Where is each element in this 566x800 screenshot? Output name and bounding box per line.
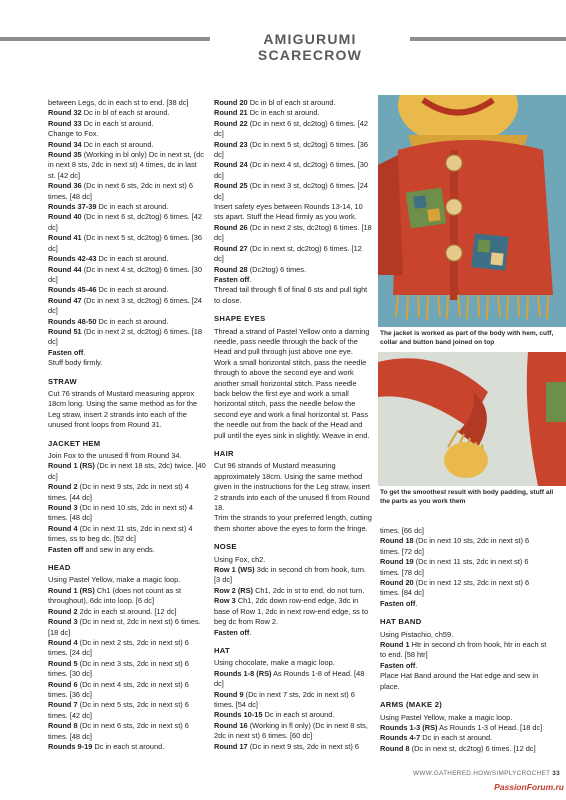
instruction-text: (Dc in next 5 st, dc2tog) 6 times. [36 dc] (48, 233, 203, 253)
instruction-text: Ch1, 2dc down row-end edge, 3dc in base of Row 1, 2dc in next row-end edge, ss to beg dc from Row 2. (214, 596, 369, 627)
round-label: Round 1 (RS) (48, 461, 95, 471)
round-label: Round 36 (48, 181, 82, 191)
instruction-text: (Dc in next 9 sts, 2dc in next st) 6 (247, 741, 359, 751)
round-label: Rounds 45-46 (48, 285, 97, 295)
pattern-line (48, 233, 206, 254)
round-label: Round 3 (48, 617, 78, 627)
pattern-line (48, 212, 206, 233)
section-heading: NOSE (214, 542, 237, 552)
round-label: Round 32 (48, 108, 82, 118)
round-label: Round 34 (48, 139, 82, 149)
page-number: 33 (552, 770, 560, 777)
instruction-text: Dc in each st around. (262, 710, 335, 720)
pattern-line (214, 710, 372, 720)
pattern-line (214, 658, 372, 668)
round-label: Fasten off (214, 274, 250, 284)
round-label: Round 9 (214, 689, 244, 699)
round-label: Round 2 (48, 606, 78, 616)
section-heading: STRAW (48, 376, 77, 386)
scarecrow-jacket-illustration (378, 95, 566, 327)
round-label: Fasten off (48, 544, 84, 554)
section-heading: SHAPE EYES (214, 314, 266, 324)
instruction-text: (Dc in next 9 sts, 2dc in next st) 4 times. [44 dc] (48, 482, 189, 502)
instruction-text: (Dc2tog) 6 times. (247, 264, 306, 274)
pattern-line (48, 98, 206, 108)
pattern-line (48, 285, 206, 295)
round-label: Round 5 (48, 658, 78, 668)
pattern-line (48, 181, 206, 202)
pattern-line (48, 150, 206, 181)
instruction-text: (Dc in next 11 sts, 2dc in next st) 4 times, ss to beg dc. [52 dc] (48, 523, 193, 544)
instruction-text: . (249, 627, 252, 637)
pattern-line (48, 358, 206, 368)
instruction-text: (Dc in next 6 sts, 2dc in next st) 6 times. [48 dc] (48, 721, 189, 741)
pattern-line (48, 503, 206, 524)
pattern-line (48, 389, 206, 431)
photo-caption-2: To get the smoothest result with body padding, stuff all the parts as you work them (380, 489, 554, 505)
instruction-text: (Dc in next 2 sts, dc2tog) 6 times. [18 dc] (214, 222, 372, 243)
pattern-line (214, 565, 372, 586)
instruction-text: Ch1 (does not count as st throughout), 6dc into loop. [6 dc] (48, 585, 182, 606)
instruction-text: Dc in each st around. (81, 118, 154, 128)
pattern-line (48, 617, 206, 638)
round-label: Round 19 (380, 557, 414, 567)
pattern-line (214, 119, 372, 140)
instruction-text: (Dc in next 2 st, dc2tog) 6 times. [18 dc] (48, 326, 203, 347)
scarecrow-arm-illustration (378, 352, 566, 486)
pattern-line (380, 557, 550, 578)
instruction-text: (Dc in next 10 sts, 2dc in next st) 4 times. [48 dc] (48, 503, 193, 523)
photo-scarecrow-arm (378, 352, 566, 486)
pattern-line (214, 202, 372, 223)
pattern-line (380, 661, 550, 671)
section-heading: ARMS (MAKE 2) (380, 700, 443, 710)
instruction-text: . (83, 347, 86, 357)
pattern-line (48, 451, 206, 461)
instruction-text: Dc in each st around. (81, 139, 154, 149)
instruction-text: Dc in bl of each st around. (81, 108, 170, 118)
round-label: Fasten off (214, 627, 250, 637)
pattern-line (48, 108, 206, 118)
round-label: Round 8 (48, 721, 78, 731)
pattern-line (48, 742, 206, 752)
round-label: Rounds 4-7 (380, 733, 421, 743)
header-rule-right (410, 37, 566, 41)
text-column-3 (380, 526, 550, 754)
instruction-text: 3dc in second ch from hook, turn. [3 dc] (214, 565, 366, 585)
pattern-line (380, 733, 550, 743)
pattern-line (214, 461, 372, 513)
pattern-line (214, 586, 372, 596)
header-rule-left (0, 37, 210, 41)
round-label: Round 23 (214, 139, 248, 149)
pattern-line (214, 513, 372, 534)
instruction-text: (Dc in next st, dc2tog) 6 times. [12 dc] (409, 743, 536, 753)
section-heading: JACKET HEM (48, 438, 101, 448)
round-label: Round 1 (RS) (48, 585, 95, 595)
pattern-line (214, 275, 372, 285)
round-label: Round 18 (380, 536, 414, 546)
round-label: Round 26 (214, 222, 248, 232)
instruction-text: times. [66 dc] (380, 526, 424, 535)
instruction-text: (Dc in next 3 sts, 2dc in next st) 6 times. [30 dc] (48, 658, 189, 679)
pattern-line (214, 108, 372, 118)
instruction-text: (Working in fl only) (Dc in next 8 sts, 2dc in next st) 6 times. [60 dc] (214, 720, 368, 741)
instruction-text: Dc in each st around. (96, 254, 169, 264)
round-label: Round 17 (214, 741, 248, 751)
footer-url: WWW.GATHERED.HOW/SIMPLYCROCHET (413, 770, 551, 777)
pattern-line (214, 265, 372, 275)
instruction-text: Stuff body firmly. (48, 358, 103, 368)
pattern-line (48, 119, 206, 129)
instruction-text: (Dc in next 11 sts, 2dc in next st) 6 times. [78 dc] (380, 557, 529, 577)
page-footer (380, 770, 560, 777)
round-label: Fasten off (380, 660, 416, 670)
instruction-text: Dc in bl of each st around. (247, 98, 336, 107)
round-label: Round 1 (380, 640, 410, 650)
header-title: AMIGURUMI SCARECROW (257, 31, 363, 63)
instruction-text: and sew in any ends. (83, 544, 155, 554)
round-label: Rounds 48-50 (48, 316, 97, 326)
round-label: Rounds 10-15 (214, 710, 263, 720)
instruction-text: Ch1, 2dc in st to end, do not turn. (253, 585, 365, 595)
instruction-text: 2dc in each st around. [12 dc] (77, 606, 177, 616)
round-label: Row 1 (WS) (214, 565, 255, 575)
pattern-line (48, 140, 206, 150)
pattern-line (214, 669, 372, 690)
pattern-line (380, 578, 550, 599)
pattern-line (214, 160, 372, 181)
instruction-text: (Dc in next 4 sts, 2dc in next st) 6 times. [36 dc] (48, 679, 189, 699)
pattern-line (48, 296, 206, 317)
instruction-text: (Dc in next 5 sts, 2dc in next st) 6 times. [42 dc] (48, 700, 189, 720)
pattern-line (380, 599, 550, 609)
round-label: Round 20 (214, 98, 248, 107)
round-label: Round 3 (48, 503, 78, 513)
pattern-line (48, 129, 206, 139)
pattern-line (48, 721, 206, 742)
pattern-line (48, 524, 206, 545)
instruction-text: Dc in each st around. (96, 285, 169, 295)
round-label: Round 4 (48, 637, 78, 647)
pattern-line (214, 140, 372, 161)
round-label: Rounds 1-3 (RS) (380, 722, 438, 732)
round-label: Rounds 1-8 (RS) (214, 668, 272, 678)
round-label: Round 2 (48, 482, 78, 492)
instruction-text: As Rounds 1-8 of Head. [48 dc] (214, 668, 365, 689)
pattern-line (214, 244, 372, 265)
section-heading: HAT BAND (380, 617, 422, 627)
instruction-text: (Dc in next 6 sts, 2dc in next st) 6 times. [48 dc] (48, 181, 193, 201)
instruction-text: Dc in each st around. (420, 733, 493, 743)
round-label: Fasten off (380, 598, 416, 608)
round-label: Round 7 (48, 700, 78, 710)
instruction-text: Using chocolate, make a magic loop. (214, 658, 335, 668)
instruction-text: Dc in each st around. (96, 316, 169, 326)
pattern-line (214, 285, 372, 306)
instruction-text: . (415, 660, 418, 670)
instruction-text: Htr in second ch from hook, htr in each st to end. [58 htr] (380, 640, 547, 660)
instruction-text: Join Fox to the unused fl from Round 34. (48, 451, 182, 460)
pattern-line (48, 461, 206, 482)
round-label: Round 16 (214, 720, 248, 730)
round-label: Round 41 (48, 233, 82, 243)
pattern-line (380, 640, 550, 661)
round-label: Rounds 37-39 (48, 202, 97, 212)
pattern-line (48, 317, 206, 327)
round-label: Round 4 (48, 523, 78, 533)
pattern-line (48, 265, 206, 286)
pattern-line (48, 659, 206, 680)
round-label: Rounds 9-19 (48, 741, 93, 751)
pattern-line (214, 628, 372, 638)
instruction-text: Using Pastel Yellow, make a magic loop. (380, 712, 513, 722)
instruction-text: (Dc in next 7 sts, 2dc in next st) 6 times. [54 dc] (214, 689, 355, 709)
round-label: Round 27 (214, 243, 248, 253)
instruction-text: Thread a strand of Pastel Yellow onto a darning needle, pass needle through the back of the Head and pull through just above one eye. Work a small horizontal stitch, pass the needle through to above the second eye and work another small horizontal stitch. Pass needle back below the first eye and work a small horizontal stitch, pass the needle below the second eye and work a final horizontal st. Pass the needle out from the back of the Head and pull until the eyes sink in slightly. Weave in end. (214, 326, 370, 440)
pattern-line (214, 181, 372, 202)
text-column-1 (48, 98, 206, 752)
pattern-line (380, 723, 550, 733)
pattern-line (48, 202, 206, 212)
pattern-line (48, 680, 206, 701)
pattern-line (48, 545, 206, 555)
pattern-line (214, 223, 372, 244)
instruction-text: (Dc in next 3 st, dc2tog) 6 times. [24 dc] (214, 181, 369, 201)
round-label: Round 20 (380, 578, 414, 588)
round-label: Round 28 (214, 264, 248, 274)
pattern-line (214, 721, 372, 742)
instruction-text: (Dc in next st, 2dc in next st) 6 times. [18 dc] (48, 617, 201, 637)
section-heading: HAT (214, 645, 230, 655)
page-header (0, 0, 566, 63)
photo-caption-1: The jacket is worked as part of the body with hem, cuff, collar and button band joined on top (380, 330, 554, 346)
section-heading: HEAD (48, 563, 71, 573)
round-label: Round 6 (48, 679, 78, 689)
instruction-text: (Dc in next st, dc2tog) 6 times. [12 dc] (214, 243, 362, 264)
instruction-text: Dc in each st around. (96, 202, 169, 212)
instruction-text: between Legs, dc in each st to end. [38 dc] (48, 98, 189, 107)
instruction-text: Trim the strands to your preferred length, cutting them shorter above the eyes to form the fringe. (214, 513, 372, 533)
instruction-text: Dc in each st around. (92, 741, 165, 751)
instruction-text: (Dc in next 6 st, dc2tog) 6 times. [42 dc] (48, 212, 203, 232)
round-label: Rounds 42-43 (48, 254, 97, 264)
section-heading: HAIR (214, 449, 234, 458)
pattern-line (214, 555, 372, 565)
pattern-line (214, 596, 372, 627)
instruction-text: Thread tail through fl of final 6 sts and pull tight to close. (214, 285, 368, 305)
instruction-text: Using Fox, ch2. (214, 554, 266, 564)
instruction-text: Change to Fox. (48, 129, 99, 139)
round-label: Round 25 (214, 181, 248, 191)
pattern-line (214, 327, 372, 441)
round-label: Round 44 (48, 264, 82, 274)
round-label: Round 8 (380, 743, 410, 753)
instruction-text: (Dc in next 5 st, dc2tog) 6 times. [36 dc] (214, 139, 369, 160)
photo-scarecrow-jacket (378, 95, 566, 327)
pattern-line (48, 482, 206, 503)
pattern-line (48, 254, 206, 264)
pattern-line (380, 526, 550, 536)
instruction-text: Cut 96 strands of Mustard measuring approximately 18cm. Using the same method given in the instructions for the Leg straw, insert 2 strands into each of the unused fl from Round 18. (214, 461, 371, 513)
text-column-2 (214, 98, 372, 752)
round-label: Round 47 (48, 295, 82, 305)
round-label: Fasten off (48, 347, 84, 357)
round-label: Round 22 (214, 118, 248, 128)
pattern-line (48, 575, 206, 585)
instruction-text: (Dc in next 2 sts, 2dc in next st) 6 times. [24 dc] (48, 637, 189, 658)
pattern-line (214, 690, 372, 711)
instruction-text: (Working in bl only) Dc in next st, (dc in next 8 sts, 2dc in next st) 4 times, dc in last st. [42 dc] (48, 150, 204, 180)
pattern-line (214, 742, 372, 752)
round-label: Round 33 (48, 118, 82, 128)
instruction-text: . (249, 274, 252, 284)
instruction-text: Cut 76 strands of Mustard measuring approx 18cm long. Using the same method as for the Leg straw, insert 2 strands into each of the unused front loops from Round 31. (48, 388, 198, 430)
pattern-line (48, 607, 206, 617)
pattern-line (380, 671, 550, 692)
pattern-line (48, 638, 206, 659)
instruction-text: (Dc in next 6 st, dc2tog) 6 times. [42 dc] (214, 118, 369, 139)
instruction-text: As Rounds 1-3 of Head. [18 dc] (437, 722, 543, 732)
round-label: Row 3 (214, 596, 236, 606)
pattern-line (380, 536, 550, 557)
instruction-text: (Dc in next 10 sts, 2dc in next st) 6 times. [72 dc] (380, 536, 530, 556)
instruction-text: (Dc in next 3 st, dc2tog) 6 times. [24 dc] (48, 295, 203, 316)
instruction-text: Place Hat Band around the Hat edge and sew in place. (380, 671, 539, 691)
round-label: Round 21 (214, 108, 248, 118)
instruction-text: Using Pistachio, ch59. (380, 629, 454, 639)
round-label: Round 51 (48, 326, 82, 336)
instruction-text: (Dc in next 4 st, dc2tog) 6 times. [30 dc] (214, 160, 369, 180)
pattern-line (380, 713, 550, 723)
pattern-line (380, 630, 550, 640)
instruction-text: Dc in each st around. (247, 108, 320, 118)
instruction-text: (Dc in next 4 st, dc2tog) 6 times. [30 dc] (48, 264, 203, 284)
round-label: Row 2 (RS) (214, 585, 254, 595)
pattern-line (214, 98, 372, 108)
pattern-line (48, 586, 206, 607)
round-label: Round 24 (214, 160, 248, 170)
pattern-line (48, 700, 206, 721)
round-label: Round 40 (48, 212, 82, 222)
instruction-text: (Dc in next 12 sts, 2dc in next st) 6 times. [84 dc] (380, 578, 530, 598)
instruction-text: . (415, 598, 418, 608)
instruction-text: Using Pastel Yellow, make a magic loop. (48, 575, 181, 585)
watermark: PassionForum.ru (494, 782, 564, 792)
pattern-line (48, 327, 206, 348)
round-label: Round 35 (48, 150, 82, 160)
pattern-line (380, 744, 550, 754)
pattern-line (48, 348, 206, 358)
instruction-text: Insert safety eyes between Rounds 13-14, 10 sts apart. Stuff the Head firmly as you work. (214, 202, 363, 222)
instruction-text: (Dc in next 18 sts, 2dc) twice. [40 dc] (48, 461, 206, 481)
